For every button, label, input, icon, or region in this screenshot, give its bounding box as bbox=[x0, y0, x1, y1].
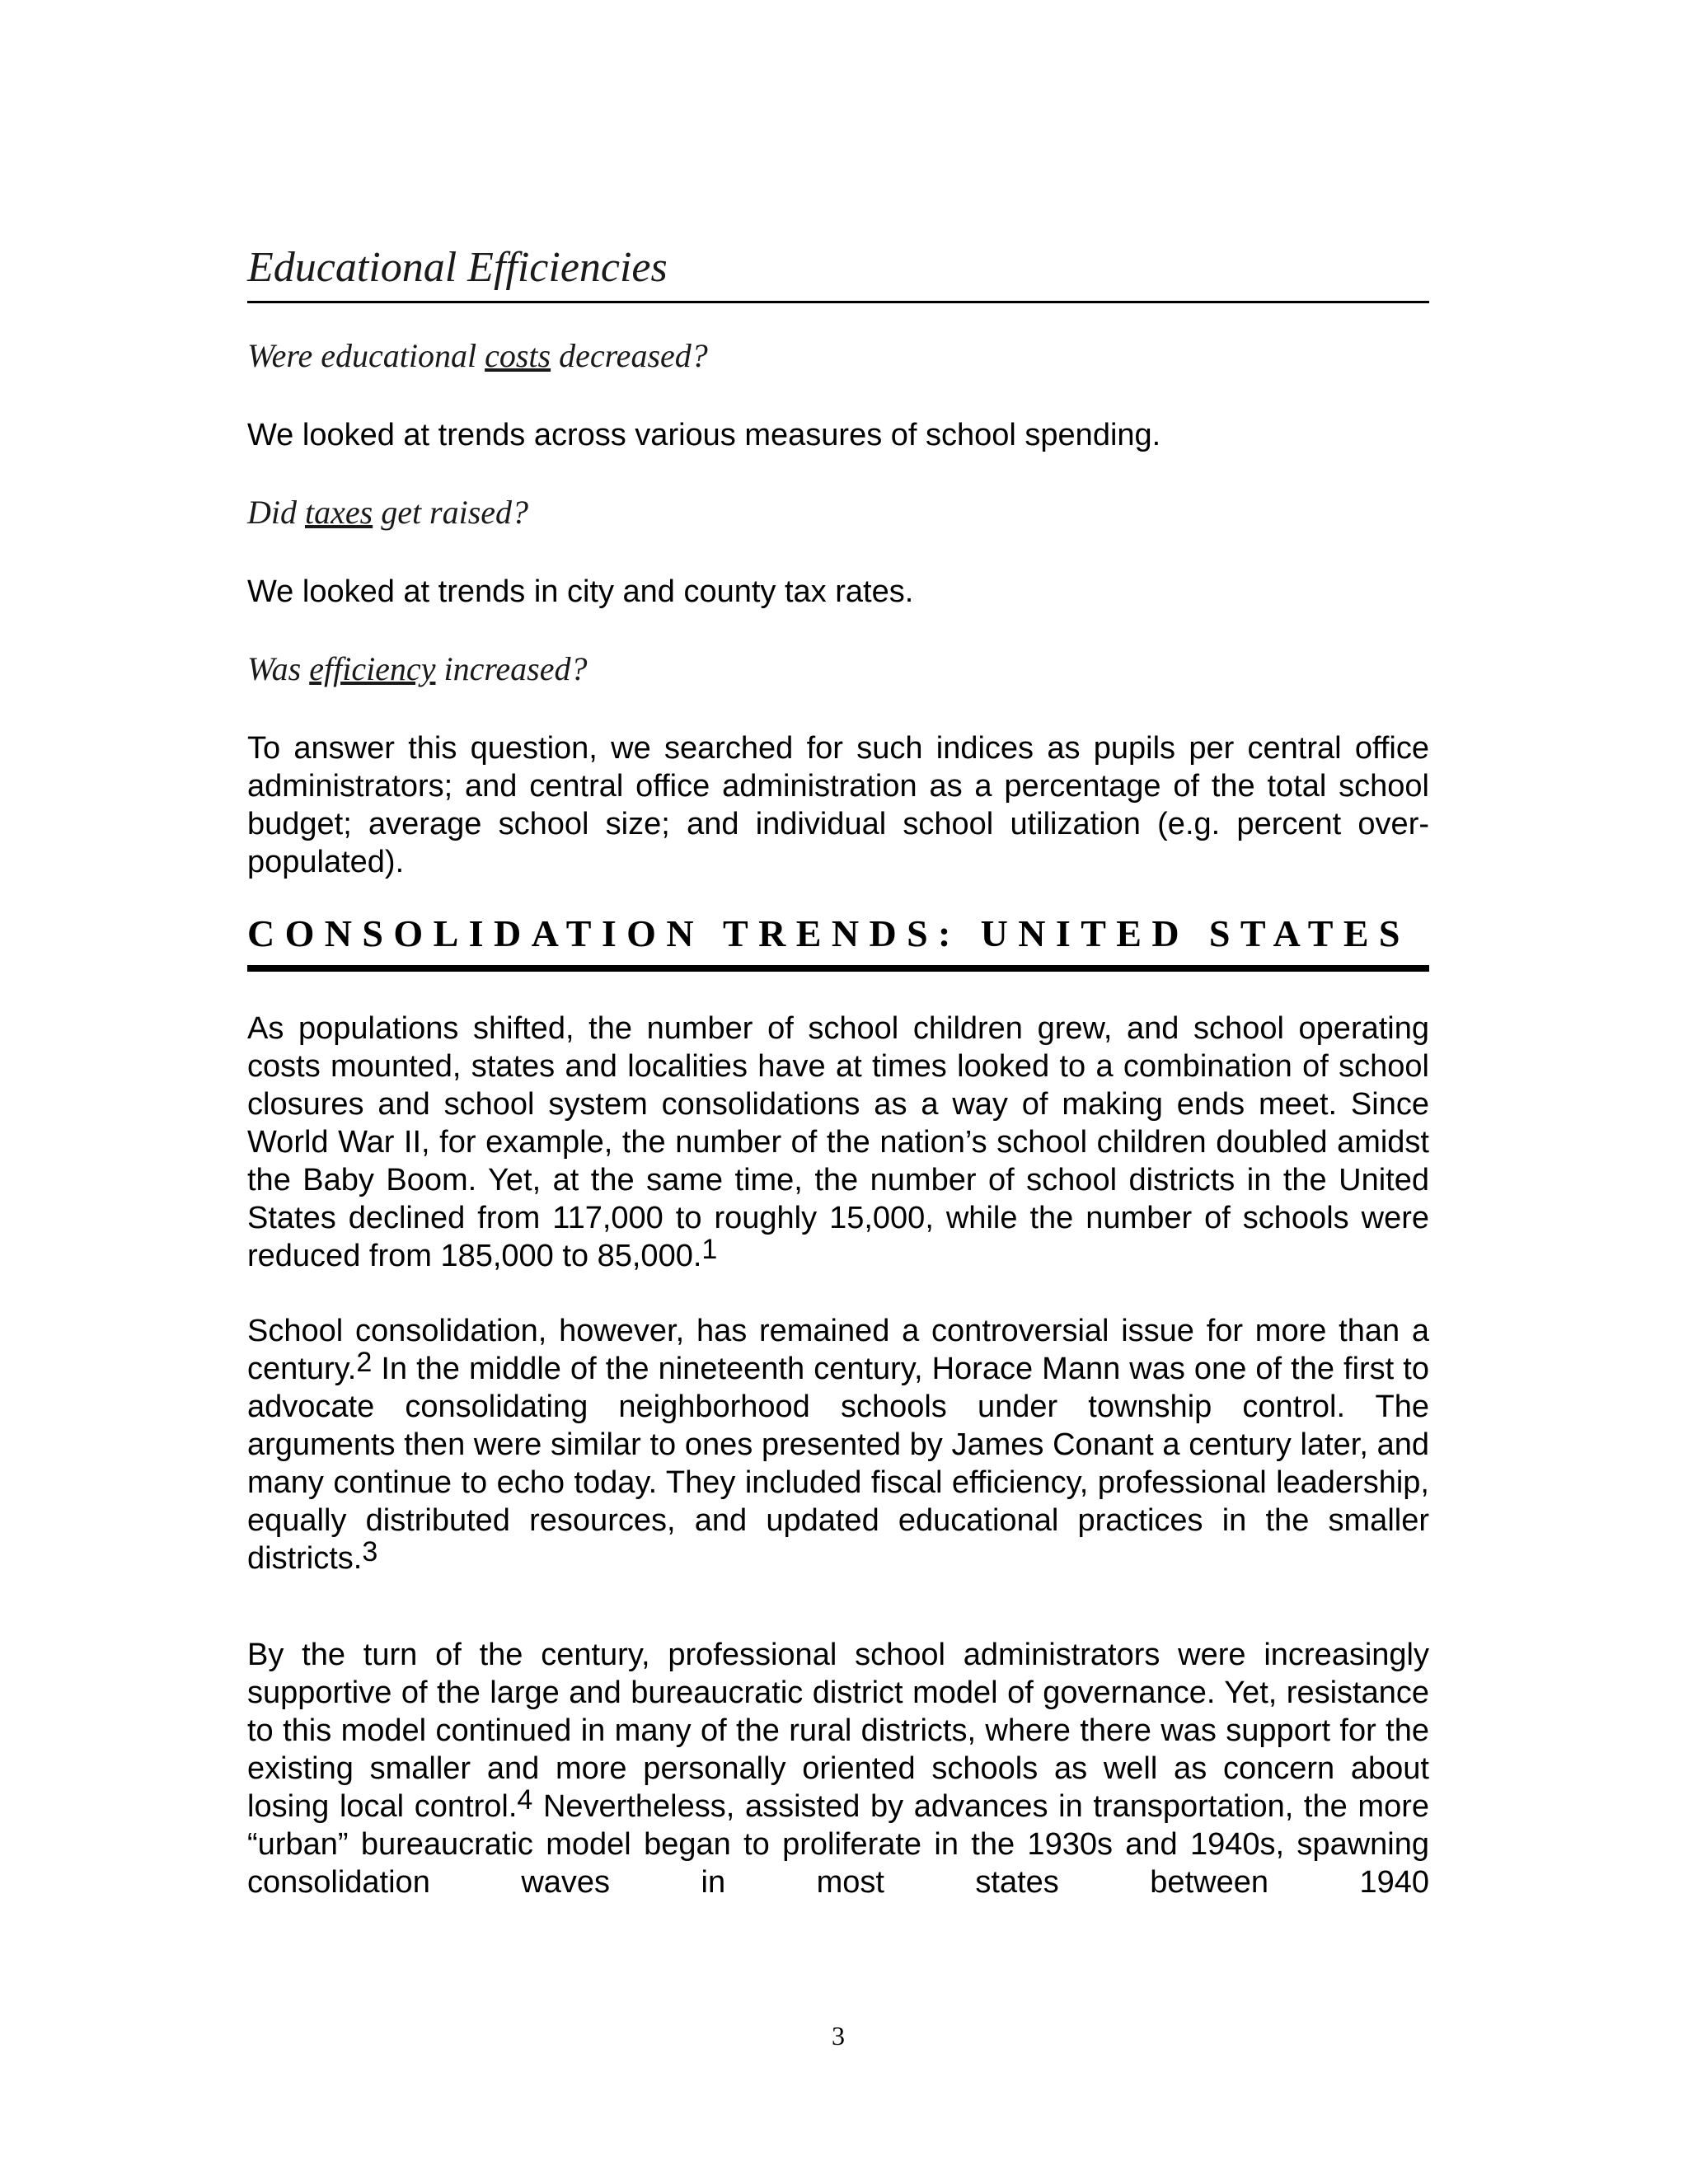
answer-taxes: We looked at trends in city and county tax rates. bbox=[247, 574, 914, 609]
paragraph-text: By the turn of the century, professional school administrators were increasingly supportive of the large and bureaucratic district model of governance. Yet, resistance to this model continued in many of the rural districts, where there was support for the existing smaller and more personally oriented schools as well as concern about losing local control. bbox=[247, 1638, 1429, 1824]
question-keyword: taxes bbox=[305, 494, 373, 531]
question-text: decreased? bbox=[551, 337, 708, 374]
section-title: Educational Efficiencies bbox=[247, 243, 1429, 303]
footnote-ref: 3 bbox=[362, 1536, 378, 1568]
paragraph-text: School consolidation, however, has remained a controversial issue for more than a century. bbox=[247, 1314, 1429, 1386]
footnote-ref: 1 bbox=[701, 1234, 718, 1265]
question-text: get raised? bbox=[373, 494, 529, 531]
section-heading: CONSOLIDATION TRENDS: UNITED STATES bbox=[247, 911, 1429, 972]
paragraph-2 bbox=[247, 1312, 1429, 1577]
answer-costs: We looked at trends across various measures of school spending. bbox=[247, 418, 1161, 452]
paragraph-text: Nevertheless, assisted by advances in transportation, the more “urban” bureaucratic model began to proliferate in the 1930s and 1940s, spawning consolidation waves in most states between 1940 bbox=[247, 1789, 1429, 1900]
question-costs bbox=[247, 336, 708, 376]
question-text: Was bbox=[247, 650, 310, 687]
answer-efficiency: To answer this question, we searched for such indices as pupils per central office administrators; and central office administration as a percentage of the total school budget; average school size; and individual school utilization (e.g. percent over-populated). bbox=[247, 731, 1429, 879]
question-text: increased? bbox=[435, 650, 588, 687]
question-keyword: costs bbox=[485, 337, 551, 374]
question-keyword: efficiency bbox=[309, 650, 436, 687]
question-taxes bbox=[247, 493, 528, 532]
footnote-ref: 4 bbox=[517, 1784, 533, 1816]
paragraph-3 bbox=[247, 1636, 1429, 1901]
paragraph-text: In the middle of the nineteenth century, Horace Mann was one of the first to advocate consolidating neighborhood schools under township control. The arguments then were similar to ones presented by James Conant a century later, and many continue to echo today. They included fiscal efficiency, professional leadership, equally distributed resources, and updated educational practices in the smaller districts. bbox=[247, 1352, 1429, 1576]
paragraph-text: As populations shifted, the number of school children grew, and school operating costs mounted, states and localities have at times looked to a combination of school closures and school system consolidations as a way of making ends meet. Since World War II, for example, the number of the nation’s school children doubled amidst the Baby Boom. Yet, at the same time, the number of school districts in the United States declined from 117,000 to roughly 15,000, while the number of schools were reduced from 185,000 to 85,000. bbox=[247, 1011, 1429, 1273]
footnote-ref: 2 bbox=[356, 1347, 373, 1378]
question-text: Were educational bbox=[247, 337, 485, 374]
question-text: Did bbox=[247, 494, 305, 531]
paragraph-1 bbox=[247, 1010, 1429, 1275]
page-number: 3 bbox=[832, 2021, 845, 2050]
question-efficiency bbox=[247, 649, 587, 689]
